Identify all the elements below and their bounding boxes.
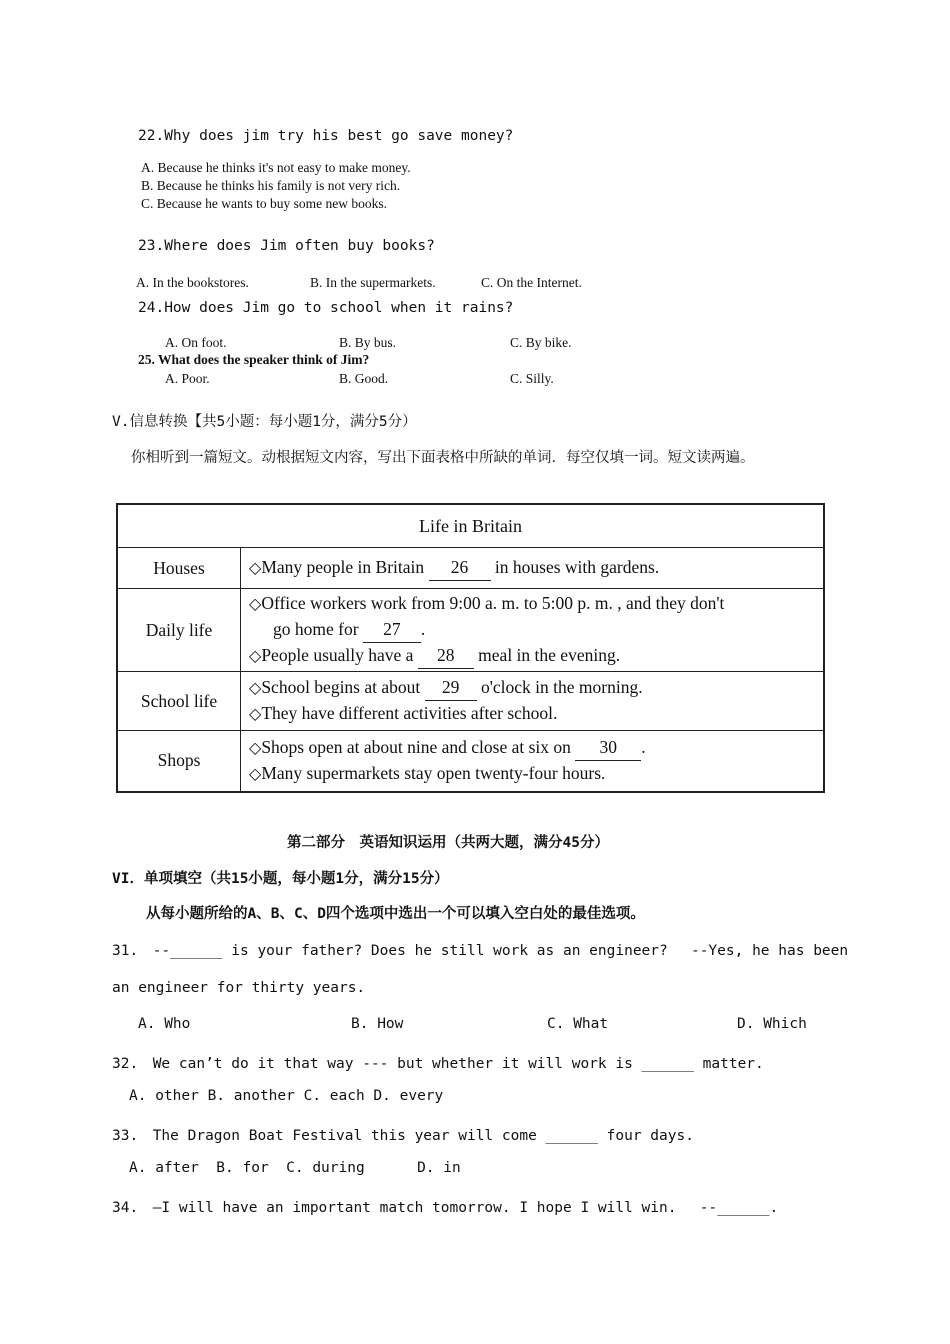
q31-option-b: B. How — [351, 1016, 404, 1032]
q24-option-b: B. By bus. — [339, 335, 397, 350]
q22-option-b: B. Because he thinks his family is not very rich. — [141, 178, 401, 193]
q24-stem: 24.How does Jim go to school when it rains? — [138, 300, 514, 316]
q34-stem: 34. –I will have an important match tomorrow. I hope I will win. --______. — [112, 1200, 779, 1216]
cell-text: go home for — [273, 619, 359, 639]
q33-stem: 33. The Dragon Boat Festival this year will come ______ four days. — [112, 1128, 694, 1144]
row-label-houses: Houses — [117, 548, 241, 589]
q25-option-c: C. Silly. — [510, 371, 554, 386]
blank-26: 26 — [429, 555, 491, 581]
table-row — [117, 589, 824, 672]
row-content-daily-life: ◇Office workers work from 9:00 a. m. to 5:00 p. m. , and they don't go home for 27 . ◇People usually have a 28 meal in the evening. — [241, 589, 825, 672]
cell-text: Shops open at about nine and close at six on — [261, 736, 571, 757]
cell-text: meal in the evening. — [478, 645, 621, 665]
cell-text: . — [641, 736, 646, 757]
cell-text: People usually have a — [261, 645, 414, 665]
q23-option-b: B. In the supermarkets. — [310, 275, 436, 290]
row-label-daily-life: Daily life — [117, 589, 241, 672]
q25-stem: 25. What does the speaker think of Jim? — [138, 352, 370, 367]
q23-option-a: A. In the bookstores. — [136, 275, 249, 290]
cell-text: Office workers work from 9:00 a. m. to 5:00 p. m. , and they don't — [261, 593, 725, 613]
table-title: Life in Britain — [117, 504, 824, 548]
q32-options: A. other B. another C. each D. every — [129, 1088, 444, 1104]
q23-stem: 23.Where does Jim often buy books? — [138, 238, 435, 254]
q23-option-c: C. On the Internet. — [481, 275, 582, 290]
section5-instruction: 你相听到一篇短文。动根据短文内容，写出下面表格中所缺的单词．每空仅填一词。短文读两遍。 — [131, 450, 755, 466]
q31-option-d: D. Which — [737, 1016, 807, 1032]
q25-option-a: A. Poor. — [165, 371, 210, 386]
q31-line2: an engineer for thirty years. — [112, 980, 366, 996]
blank-28: 28 — [418, 643, 474, 669]
q22-option-a: A. Because he thinks it's not easy to make money. — [141, 160, 411, 175]
q24-option-c: C. By bike. — [510, 335, 572, 350]
section5-title: V.信息转换【共5小题：每小题1分，满分5分） — [112, 414, 417, 430]
q22-option-c: C. Because he wants to buy some new books. — [141, 196, 387, 211]
table-row — [117, 731, 824, 792]
blank-30: 30 — [575, 735, 641, 761]
cell-text: . — [420, 619, 426, 639]
cell-text: School begins at about — [261, 677, 421, 697]
table-row — [117, 548, 824, 589]
cell-text: Many people in Britain — [261, 557, 425, 577]
q25-option-b: B. Good. — [339, 371, 389, 386]
life-in-britain-table — [116, 503, 825, 793]
row-content-shops: ◇Shops open at about nine and close at six on 30 . ◇Many supermarkets stay open twenty-four hours. — [241, 731, 825, 792]
q31-line1: 31. --______ is your father? Does he still work as an engineer? --Yes, he has been — [112, 943, 849, 959]
blank-29: 29 — [425, 675, 477, 701]
cell-text: Many supermarkets stay open twenty-four hours. — [261, 762, 606, 783]
q33-options: A. after B. for C. during D. in — [129, 1160, 461, 1176]
row-label-school-life: School life — [117, 672, 241, 731]
blank-27: 27 — [363, 617, 421, 643]
part2-title: 第二部分 英语知识运用（共两大题，满分45分） — [287, 835, 609, 851]
q31-option-a: A. Who — [138, 1016, 191, 1032]
table-row — [117, 672, 824, 731]
section6-title: VI．单项填空（共15小题，每小题1分，满分15分） — [112, 871, 449, 887]
q22-stem: 22.Why does jim try his best go save money? — [138, 128, 514, 144]
row-label-shops: Shops — [117, 731, 241, 792]
section6-instruction: 从每小题所给的A、B、C、D四个选项中选出一个可以填入空白处的最佳选项。 — [146, 906, 645, 922]
row-content-houses: ◇Many people in Britain 26 in houses with gardens. — [241, 548, 825, 589]
q24-option-a: A. On foot. — [165, 335, 227, 350]
q32-stem: 32. We can’t do it that way --- but whether it will work is ______ matter. — [112, 1056, 764, 1072]
cell-text: They have different activities after school. — [261, 703, 558, 723]
cell-text: in houses with gardens. — [494, 557, 660, 577]
row-content-school-life: ◇School begins at about 29 o'clock in the morning. ◇They have different activities after school. — [241, 672, 825, 731]
cell-text: o'clock in the morning. — [481, 677, 643, 697]
q31-option-c: C. What — [547, 1016, 609, 1032]
